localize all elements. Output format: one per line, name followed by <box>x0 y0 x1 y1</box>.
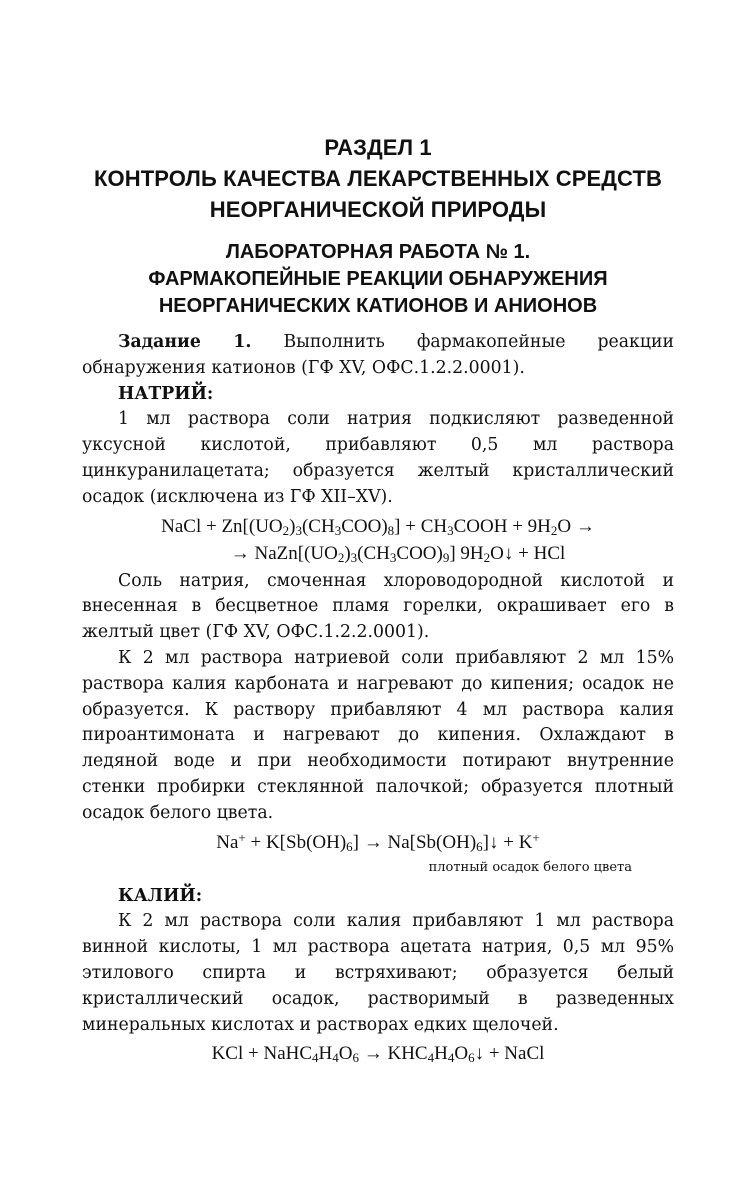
sodium-paragraph-1: 1 мл раствора соли натрия подкисляют разведенной уксусной кислотой, прибавляют 0,5 мл раствора цинкуранилацетата; образуется желтый кристаллический осадок (исключена из ГФ XII–XV). <box>82 409 674 507</box>
task-text: Выполнить фармакопейные реакции обнаружения катионов (ГФ XV, ОФС.1.2.2.0001). <box>82 332 674 378</box>
sodium-formula-1-line1: NaCl + $Zn[(UO_2)_3(CH_3COO)_8]$ + $CH_3COOH + 9H_2O$ → <box>161 515 595 538</box>
lab-heading <box>82 239 674 320</box>
lab-subtitle-line1: ФАРМАКОПЕЙНЫЕ РЕАКЦИИ ОБНАРУЖЕНИЯ <box>148 268 608 290</box>
task-paragraph <box>82 330 674 382</box>
sodium-formula-1 <box>82 513 674 567</box>
lab-subtitle-line2: НЕОРГАНИЧЕСКИХ КАТИОНОВ И АНИОНОВ <box>158 295 598 317</box>
sodium-formula-2-note: плотный осадок белого цвета <box>428 859 632 875</box>
sodium-paragraph-2: Соль натрия, смоченная хлороводородной кислотой и внесенная в бесцветное пламя горелки, окрашивает его в желтый цвет (ГФ XV, ОФС.1.2.2.0001). <box>82 570 674 643</box>
section-subtitle-line2: НЕОРГАНИЧЕСКОЙ ПРИРОДЫ <box>209 197 547 222</box>
body-text <box>82 330 674 1067</box>
sodium-paragraph-3: К 2 мл раствора натриевой соли прибавляют 2 мл 15% раствора калия карбоната и нагревают до кипения; осадок не образуется. К раствору прибавляют 4 мл раствора калия пироантимоната и нагревают до кипения. Охлаждают в ледяной воде и при необходимости потирают внутренние стенки пробирки стеклянной палочкой; образуется плотный осадок белого цвета. <box>82 647 674 823</box>
page <box>82 132 674 1069</box>
lab-title: ЛАБОРАТОРНАЯ РАБОТА № 1. <box>225 241 531 263</box>
sodium-formula-1-line2: → $NaZn[(UO_2)_3(CH_3COO)_9]$ $9H_2O↓$ + HCl <box>230 542 566 565</box>
section-title: РАЗДЕЛ 1 <box>324 135 432 160</box>
section-subtitle-line1: КОНТРОЛЬ КАЧЕСТВА ЛЕКАРСТВЕННЫХ СРЕДСТВ <box>94 166 662 191</box>
sodium-heading: НАТРИЙ: <box>118 383 214 404</box>
potassium-formula: KCl + $NaHC_4H_4O_6$ → $KHC_4H_4O_6↓$ + NaCl <box>211 1043 545 1066</box>
potassium-paragraph-1: К 2 мл раствора соли калия прибавляют 1 мл раствора винной кислоты, 1 мл раствора ацетата натрия, 0,5 мл 95% этилового спирта и встряхивают; образуется белый кристаллический осадок, растворимый в разведенных минеральных кислотах и растворах едких щелочей. <box>82 911 674 1035</box>
sodium-formula-2: $Na^+ + K[Sb(OH)_6]$ → $Na[Sb(OH)_6]↓ + K^+$ <box>216 829 540 854</box>
section-heading <box>82 132 674 225</box>
task-label: Задание 1. <box>118 332 252 352</box>
potassium-heading: КАЛИЙ: <box>118 885 203 906</box>
